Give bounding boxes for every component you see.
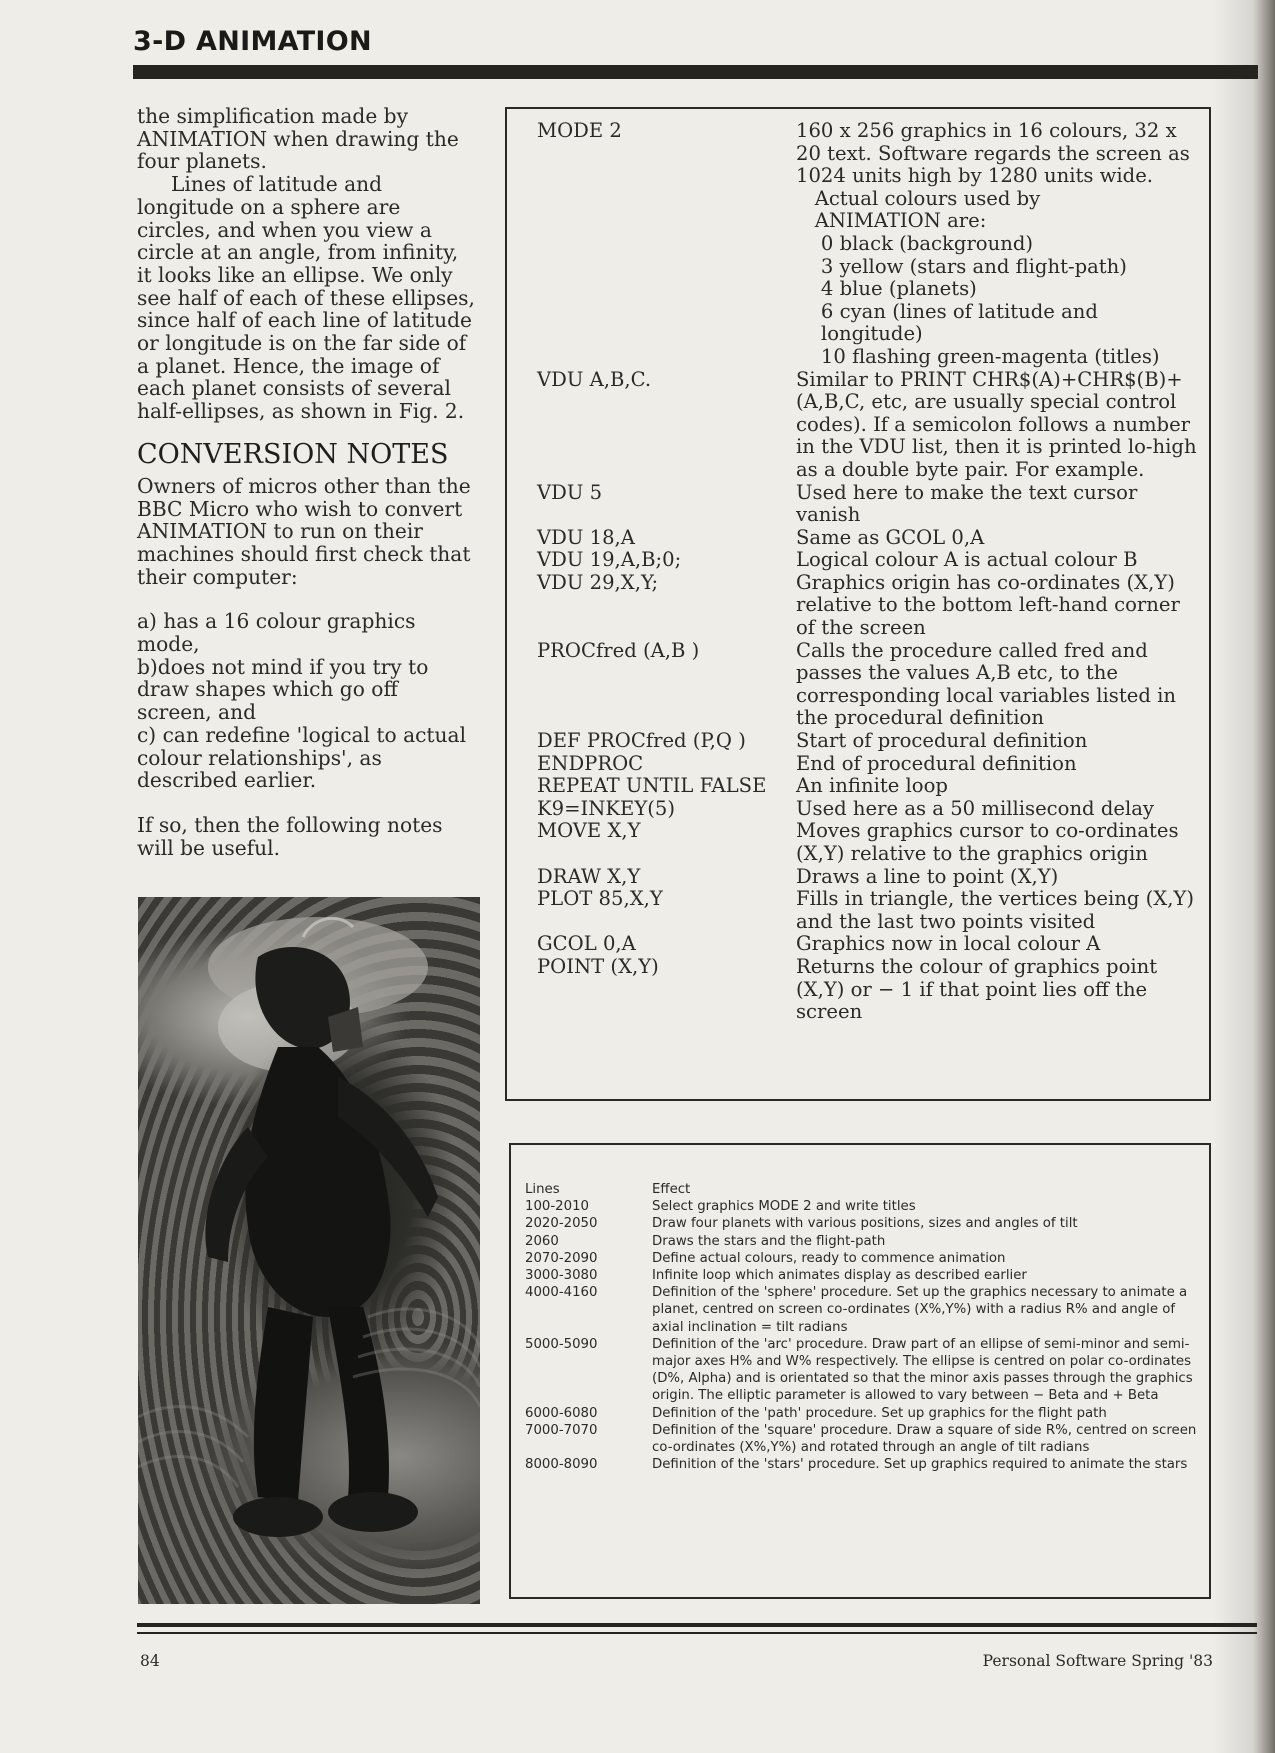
command-row	[537, 956, 1201, 1024]
command-row	[537, 730, 1201, 753]
command-key: MODE 2	[537, 119, 622, 142]
command-row	[537, 640, 1201, 730]
command-key: PROCfred (A,B )	[537, 638, 700, 662]
command-description: 160 x 256 graphics in 16 colours, 32 x 20 text. Software regards the screen as 1024 units high by 1280 units wide. Actual colours used by ANIMATION are: 0 black (background) 3 yellow (stars and flight-path) 4 blue (planets) 6 cyan (lines of latitude and longitude) 10 flashing green-magenta (titles)	[796, 119, 1190, 368]
command-key: POINT (X,Y)	[537, 954, 659, 978]
command-key: MOVE X,Y	[537, 819, 641, 843]
paragraph-useful: If so, then the following notes will be useful.	[137, 812, 449, 860]
command-key: VDU A,B,C.	[537, 367, 652, 391]
command-description: Similar to PRINT CHR$(A)+CHR$(B)+ (A,B,C, etc, are usually special control codes). If a semicolon follows a number in the VDU list, then it is printed lo-high as a double byte pair. For example.	[796, 367, 1203, 481]
command-description: Start of procedural definition	[796, 729, 1088, 753]
table-row	[525, 1336, 1210, 1405]
lines-range: 7000-7070	[525, 1422, 598, 1438]
requirements-list	[137, 610, 477, 792]
spacer	[137, 792, 477, 814]
command-row	[537, 933, 1201, 956]
lines-effect: Definition of the 'square' procedure. Draw a square of side R%, centred on screen co-ordinates (X%,Y%) and rotated through an angle of tilt radians	[652, 1422, 1197, 1456]
page-number: 84	[140, 1652, 160, 1670]
paragraph-owners: Owners of micros other than the BBC Micro who wish to convert ANIMATION to run on their machines should first check that their computer:	[137, 473, 478, 589]
lines-effect: Draw four planets with various positions, sizes and angles of tilt	[652, 1216, 1078, 1232]
command-row	[537, 120, 1201, 369]
command-description: Logical colour A is actual colour B	[796, 548, 1138, 572]
table-row	[525, 1267, 1210, 1284]
command-row	[537, 820, 1201, 865]
lines-range: 2070-2090	[525, 1250, 598, 1266]
command-description: End of procedural definition	[796, 751, 1077, 775]
page-edge	[1253, 0, 1275, 1753]
command-key: GCOL 0,A	[537, 932, 636, 956]
spacer	[137, 588, 477, 610]
table-row	[525, 1456, 1210, 1473]
command-description: Fills in triangle, the vertices being (X,Y) and the last two points visited	[796, 887, 1201, 933]
paragraph-intro: the simplification made by ANIMATION when drawing the four planets.	[137, 104, 466, 174]
page-section-title: 3-D ANIMATION	[133, 26, 372, 57]
command-row	[537, 888, 1201, 933]
command-row	[537, 775, 1201, 798]
publication-name: Personal Software Spring '83	[982, 1652, 1213, 1670]
table-row	[525, 1405, 1210, 1422]
astronaut-illustration	[138, 897, 480, 1604]
command-key: DEF PROCfred (P,Q )	[537, 729, 746, 753]
lines-range: 100-2010	[525, 1199, 590, 1215]
command-key: VDU 29,X,Y;	[537, 570, 659, 594]
lines-range: 3000-3080	[525, 1268, 598, 1284]
lines-effect: Infinite loop which animates display as described earlier	[652, 1268, 1027, 1284]
lines-range: 6000-6080	[525, 1405, 598, 1421]
astronaut-photo	[138, 897, 480, 1604]
commands-table	[537, 120, 1201, 1024]
table-row	[525, 1284, 1210, 1336]
command-key: K9=INKEY(5)	[537, 796, 676, 820]
lines-effect: Select graphics MODE 2 and write titles	[652, 1199, 916, 1215]
command-row	[537, 369, 1201, 482]
command-description: An infinite loop	[796, 774, 948, 798]
command-row	[537, 549, 1201, 572]
page-edge-shadow	[1213, 0, 1253, 1753]
lines-effect: Define actual colours, ready to commence animation	[652, 1250, 1006, 1266]
command-key: DRAW X,Y	[537, 864, 641, 888]
command-description: Graphics now in local colour A	[796, 932, 1101, 956]
lines-header: Lines	[525, 1182, 560, 1197]
conversion-notes-heading: CONVERSION NOTES	[137, 438, 449, 470]
command-key: VDU 19,A,B;0;	[537, 548, 682, 572]
lines-range: 4000-4160	[525, 1285, 598, 1301]
left-column	[137, 104, 482, 860]
command-key: VDU 18,A	[537, 525, 635, 549]
table-header	[525, 1181, 1210, 1198]
command-description: Used here to make the text cursor vanish	[796, 480, 1144, 527]
table-row	[525, 1250, 1210, 1267]
lines-range: 5000-5090	[525, 1336, 598, 1352]
program-lines-table	[525, 1181, 1210, 1473]
command-key: PLOT 85,X,Y	[537, 887, 663, 911]
requirement-item: b)does not mind if you try to draw shapes which go off screen, and	[137, 654, 429, 725]
lines-effect: Definition of the 'stars' procedure. Set up graphics required to animate the stars	[652, 1457, 1188, 1473]
command-description: Same as GCOL 0,A	[796, 525, 985, 549]
command-row	[537, 482, 1201, 527]
table-row	[525, 1233, 1210, 1250]
command-row	[537, 798, 1201, 821]
command-key: VDU 5	[537, 480, 603, 504]
command-key: REPEAT UNTIL FALSE	[537, 774, 767, 798]
effect-header: Effect	[652, 1182, 691, 1197]
footer-rule-thin	[137, 1632, 1257, 1634]
requirement-item: c) can redefine 'logical to actual colour relationships', as described earlier.	[137, 722, 467, 793]
lines-range: 2020-2050	[525, 1216, 598, 1232]
command-row	[537, 527, 1201, 550]
command-description: Calls the procedure called fred and passes the values A,B etc, to the corresponding local variables listed in the procedural definition	[796, 638, 1183, 730]
table-row	[525, 1198, 1210, 1215]
command-description: Graphics origin has co-ordinates (X,Y) relative to the bottom left-hand corner of the screen	[796, 570, 1187, 640]
lines-range: 2060	[525, 1233, 559, 1249]
paragraph-latitude: Lines of latitude and longitude on a sphere are circles, and when you view a circle at an angle, from infinity, it looks like an ellipse. We only see half of each of these ellipses, since half of each line of latitude or longitude is on the far side of a planet. Hence, the image of each planet consists of several half-ellipses, as shown in Fig. 2.	[137, 172, 482, 424]
footer-rule	[137, 1623, 1257, 1627]
lines-effect: Definition of the 'arc' procedure. Draw part of an ellipse of semi-minor and semi-major axes H% and W% respectively. The ellipse is centred on polar co-ordinates (D%, Alpha) and is orientated so that the minor axis passes through the graphics origin. The elliptic parameter is allowed to vary between − Beta and + Beta	[652, 1336, 1193, 1404]
command-row	[537, 866, 1201, 889]
table-row	[525, 1422, 1210, 1456]
table-row	[525, 1215, 1210, 1232]
command-description: Returns the colour of graphics point (X,Y) or − 1 if that point lies off the screen	[796, 954, 1164, 1024]
header-rule	[133, 65, 1258, 79]
command-row	[537, 753, 1201, 776]
lines-range: 8000-8090	[525, 1457, 598, 1473]
command-description: Draws a line to point (X,Y)	[796, 864, 1059, 888]
command-description: Moves graphics cursor to co-ordinates (X,Y) relative to the graphics origin	[796, 819, 1185, 865]
lines-effect: Draws the stars and the flight-path	[652, 1233, 886, 1249]
command-key: ENDPROC	[537, 751, 644, 775]
command-description: Used here as a 50 millisecond delay	[796, 796, 1154, 820]
lines-effect: Definition of the 'sphere' procedure. Set up the graphics necessary to animate a planet, centred on screen co-ordinates (X%,Y%) with a radius R% and angle of axial inclination = tilt radians	[652, 1285, 1188, 1335]
command-row	[537, 572, 1201, 640]
lines-effect: Definition of the 'path' procedure. Set up graphics for the flight path	[652, 1405, 1107, 1421]
requirement-item: a) has a 16 colour graphics mode,	[137, 609, 416, 657]
